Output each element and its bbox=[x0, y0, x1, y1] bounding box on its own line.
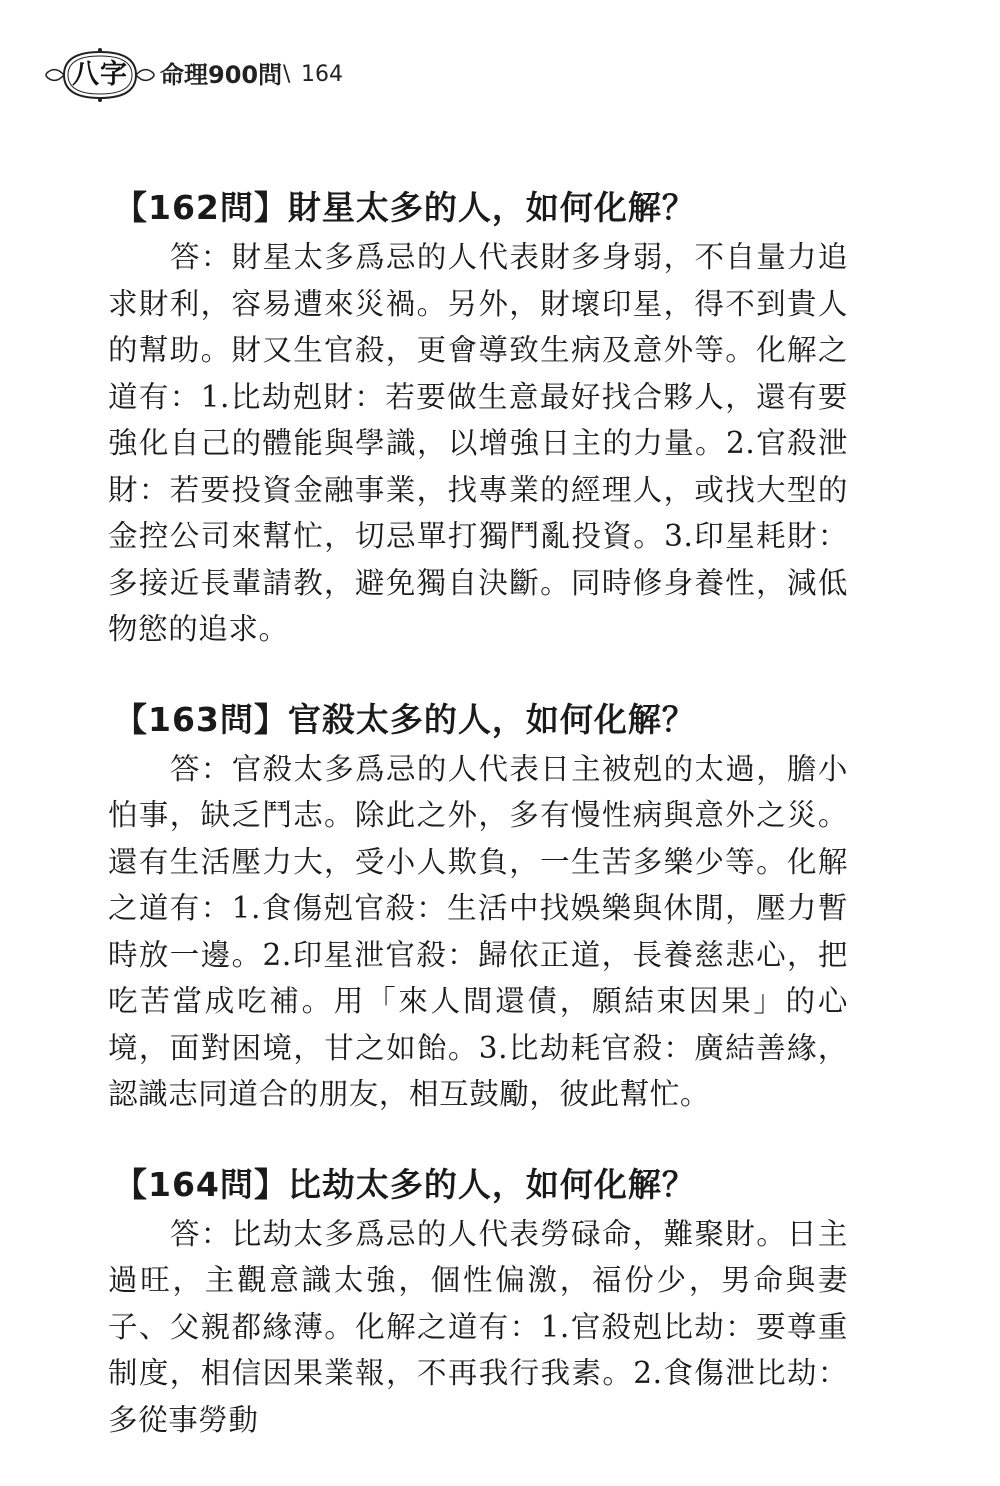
badge-label: 八字 bbox=[72, 59, 128, 90]
page-number: 164 bbox=[301, 62, 343, 87]
answer-paragraph: 答：官殺太多爲忌的人代表日主被剋的太過，膽小怕事，缺乏鬥志。除此之外，多有慢性病與意外之災。還有生活壓力大，受小人欺負，一生苦多樂少等。化解之道有：1.食傷剋官殺：生活中找娛樂與休閒，壓力暫時放一邊。2.印星泄官殺：歸依正道，長養慈悲心，把吃苦當成吃補。用「來人間還債，願結束因果」的心境，面對困境，甘之如飴。3.比劫耗官殺：廣結善緣，認識志同道合的朋友，相互鼓勵，彼此幫忙。 bbox=[108, 751, 848, 1111]
book-title: 命理900問 bbox=[160, 61, 283, 89]
question-title: 【163問】官殺太多的人，如何化解？ bbox=[114, 699, 696, 739]
running-header bbox=[44, 44, 364, 106]
question-section-163 bbox=[108, 696, 848, 1118]
question-title: 【164問】比劫太多的人，如何化解？ bbox=[114, 1164, 696, 1204]
question-title: 【162問】財星太多的人，如何化解？ bbox=[114, 188, 696, 227]
answer-paragraph: 答：財星太多爲忌的人代表財多身弱，不自量力追求財利，容易遭來災禍。另外，財壞印星，得不到貴人的幫助。財又生官殺，更會導致生病及意外等。化解之道有：1.比劫剋財：若要做生意最好找合夥人，還有要強化自己的體能與學識，以增強日主的力量。2.官殺泄財：若要投資金融事業，找專業的經理人，或找大型的金控公司來幫忙，切忌單打獨鬥亂投資。3.印星耗財：多接近長輩請教，避免獨自決斷。同時修身養性，減低物慾的追求。 bbox=[108, 240, 848, 646]
question-section-164 bbox=[108, 1161, 848, 1444]
page-content bbox=[108, 184, 848, 1486]
series-badge bbox=[44, 44, 156, 106]
header-separator: \ bbox=[283, 62, 291, 87]
question-section-162 bbox=[108, 184, 848, 653]
answer-paragraph: 答：比劫太多爲忌的人代表勞碌命，難聚財。日主過旺，主觀意識太強，個性偏激，福份少，男命與妻子、父親都緣薄。化解之道有：1.官殺剋比劫：要尊重制度，相信因果業報，不再我行我素。2.食傷泄比劫：多從事勞動 bbox=[108, 1216, 848, 1437]
